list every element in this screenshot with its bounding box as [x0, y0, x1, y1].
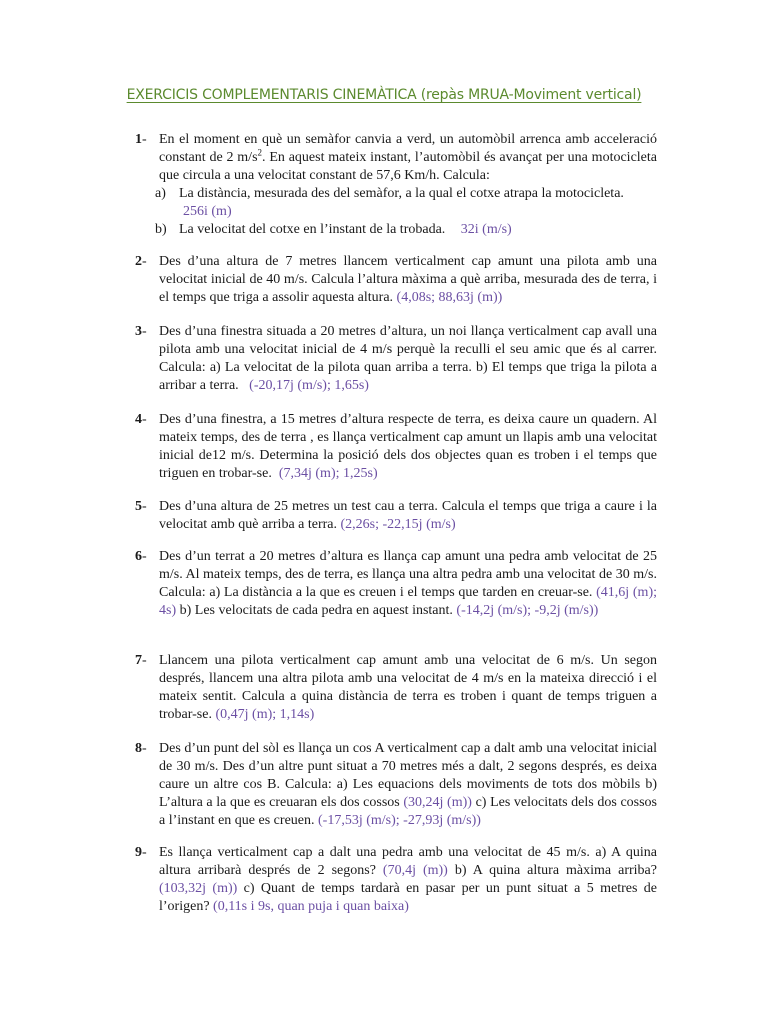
- exercise-text: Des d’una altura de 7 metres llancem verticalment cap amunt una pilota amb una velocitat inicial de 40 m/s. Calcula l’altura màxima a què arriba, mesurada des de terra, i el temps que triga a assolir aquesta altura.: [159, 254, 657, 305]
- answer: 32i (m/s): [460, 222, 512, 237]
- sub-question-b: [155, 221, 657, 239]
- exercise-text: b) A quina altura màxima arriba?: [447, 863, 657, 878]
- exercise-3: 3- Des d’una finestra situada a 20 metres d’altura, un noi llança verticalment cap avall una pilota amb una velocitat inicial de 4 m/s perquè la reculli el seu amic que és al carrer. Calcula: a) La velocitat de la pilota quan arriba a terra. b) El temps que triga la pilota a arribar a terra. (-20,17j (m/s); 1,65s): [135, 324, 657, 393]
- exercise-9: 9- Es llança verticalment cap a dalt una pedra amb una velocitat de 45 m/s. a) A quina altura arribarà després de 2 segons? (70,4j (m)) b) A quina altura màxima arriba? (103,32j (m)) c) Quant de temps tardarà en pasar per un punt situat a 5 metres de l’origen? (0,11s i 9s, quan puja i quan baixa): [135, 845, 657, 914]
- exercise-1: 1- En el moment en què un semàfor canvia a verd, un automòbil arrenca amb acceleració constant de 2 $m/s^2$. En aquest mateix instant, l’automòbil és avançat per una motocicleta que circula a una velocitat constant de 57,6 Km/h. Calcula: a) La distància, mesurada des del semàfor, a la qual el cotxe atrapa la motocicleta. 256i (m) b) La velocitat del cotxe en l’instant de la trobada. 32i (m/s): [135, 132, 657, 237]
- sub-question-text: La distància, mesurada des del semàfor, a la qual el cotxe atrapa la motocicleta.: [179, 186, 624, 201]
- exercise-text: Des d’una finestra, a 15 metres d’altura respecte de terra, es deixa caure un quadern. Al mateix temps, des de terra , es llança verticalment cap amunt un llapis amb una velocitat inicial de12 m/s. Determina la posició dels dos objectes quan es troben i el temps que triguen en trobar-se.: [159, 412, 657, 481]
- sub-question-a: [155, 185, 657, 221]
- answer: (41,6j (m); 4s): [159, 585, 657, 618]
- exercise-text: En el moment en què un semàfor canvia a verd, un automòbil arrenca amb acceleració constant de 2 m/s: [159, 132, 657, 165]
- answer: (103,32j (m)): [159, 881, 238, 896]
- answer: (30,24j (m)): [403, 795, 472, 810]
- exercise-6: 6- Des d’un terrat a 20 metres d’altura es llança cap amunt una pedra amb velocitat de 25 m/s. Al mateix temps, des de terra, es llança una altra pedra amb una velocitat de 30 m/s. Calcula: a) La distància a la que es creuen i el temps que tarden en creuar-se. (41,6j (m); 4s) b) Les velocitats de cada pedra en aquest instant. (-14,2j (m/s); -9,2j (m/s)): [135, 549, 657, 618]
- exercise-7: 7- Llancem una pilota verticalment cap amunt amb una velocitat de 6 m/s. Un segon després, llancem una altra pilota amb una velocitat de 4 m/s en la mateixa direcció i el mateix sentit. Calcula a quina distància de terra es troben i quant de temps triguen a trobar-se. (0,47j (m); 1,14s): [135, 653, 657, 722]
- exercise-text: Des d’una altura de 25 metres un test cau a terra. Calcula el temps que triga a caure i la velocitat amb què arriba a terra.: [159, 499, 657, 532]
- exercise-8: 8- Des d’un punt del sòl es llança un cos A verticalment cap a dalt amb una velocitat inicial de 30 m/s. Des d’un altre punt situat a 70 metres més a dalt, 2 segons després, es deixa caure un altre cos B. Calcula: a) Les equacions dels moviments de tots dos mòbils b) L’altura a la que es creuaran els dos cossos (30,24j (m)) c) Les velocitats dels dos cossos a l’instant en que es creuen. (-17,53j (m/s); -27,93j (m/s)): [135, 741, 657, 828]
- exercise-number: 9: [135, 845, 142, 860]
- exercise-text: . En aquest mateix instant, l’automòbil és avançat per una motocicleta que circula a una velocitat constant de 57,6 Km/h. Calcula:: [159, 150, 657, 183]
- exercise-number: 4: [135, 412, 142, 427]
- exercise-text: c) Les velocitats dels dos cossos a l’instant en que es creuen.: [159, 795, 657, 828]
- superscript: 2: [257, 147, 263, 158]
- answer: (2,26s; -22,15j (m/s): [340, 517, 456, 532]
- exercise-2: 2- Des d’una altura de 7 metres llancem verticalment cap amunt una pilota amb una velocitat inicial de 40 m/s. Calcula l’altura màxima a què arriba, mesurada des de terra, i el temps que triga a assolir aquesta altura. (4,08s; 88,63j (m)): [135, 254, 657, 305]
- exercise-4: 4- Des d’una finestra, a 15 metres d’altura respecte de terra, es deixa caure un quadern. Al mateix temps, des de terra , es llança verticalment cap amunt un llapis amb una velocitat inicial de12 m/s. Determina la posició dels dos objectes quan es troben i el temps que triguen en trobar-se. (7,34j (m); 1,25s): [135, 412, 657, 481]
- exercise-number: 1: [135, 132, 142, 147]
- answer: (-14,2j (m/s); -9,2j (m/s)): [456, 603, 599, 618]
- exercise-text: c) Quant de temps tardarà en pasar per un punt situat a 5 metres de l’origen?: [159, 881, 657, 914]
- sub-question-label: b): [155, 222, 167, 237]
- exercise-text: Llancem una pilota verticalment cap amunt amb una velocitat de 6 m/s. Un segon després, llancem una altra pilota amb una velocitat de 4 m/s en la mateixa direcció i el mateix sentit. Calcula a quina distància de terra es troben i quant de temps triguen a trobar-se.: [159, 653, 657, 722]
- sub-question-label: a): [155, 186, 166, 201]
- exercise-text: Des d’una finestra situada a 20 metres d’altura, un noi llança verticalment cap avall una pilota amb una velocitat inicial de 4 m/s perquè la reculli el seu amic que és al carrer. Calcula: a) La velocitat de la pilota quan arriba a terra. b) El temps que triga la pilota a arribar a terra.: [159, 324, 657, 393]
- answer: 256i (m): [183, 204, 232, 219]
- answer: (0,47j (m); 1,14s): [215, 707, 315, 722]
- exercise-number: 2: [135, 254, 142, 269]
- exercise-number: 5: [135, 499, 142, 514]
- answer: (4,08s; 88,63j (m)): [396, 290, 503, 305]
- exercise-number: 7: [135, 653, 142, 668]
- exercise-text: b) Les velocitats de cada pedra en aquest instant.: [176, 603, 457, 618]
- exercise-text: Des d’un terrat a 20 metres d’altura es llança cap amunt una pedra amb velocitat de 25 m/s. Al mateix temps, des de terra, es llança una altra pedra amb una velocitat de 30 m/s. Calcula: a) La distància a la que es creuen i el temps que tarden en creuar-se.: [159, 549, 657, 600]
- answer: (0,11s i 9s, quan puja i quan baixa): [213, 899, 409, 914]
- answer: (70,4j (m)): [382, 863, 448, 878]
- exercise-text: Des d’un punt del sòl es llança un cos A verticalment cap a dalt amb una velocitat inicial de 30 m/s. Des d’un altre punt situat a 70 metres més a dalt, 2 segons després, es deixa caure un altre cos B. Calcula: a) Les equacions dels moviments de tots dos mòbils b) L’altura a la que es creuaran els dos cossos: [159, 741, 657, 810]
- answer: (7,34j (m); 1,25s): [278, 466, 378, 481]
- answer: (-17,53j (m/s); -27,93j (m/s)): [318, 813, 481, 828]
- exercise-number: 3: [135, 324, 142, 339]
- exercise-5: 5- Des d’una altura de 25 metres un test cau a terra. Calcula el temps que triga a caure i la velocitat amb què arriba a terra. (2,26s; -22,15j (m/s): [135, 499, 657, 532]
- exercise-number: 6: [135, 549, 142, 564]
- page-title: EXERCICIS COMPLEMENTARIS CINEMÀTICA (repàs MRUA-Moviment vertical): [126, 87, 642, 103]
- answer: (-20,17j (m/s); 1,65s): [249, 378, 369, 393]
- sub-question-text: La velocitat del cotxe en l’instant de la trobada.: [179, 222, 446, 237]
- exercise-number: 8: [135, 741, 142, 756]
- exercise-text: Es llança verticalment cap a dalt una pedra amb una velocitat de 45 m/s. a) A quina altura arribarà després de 2 segons?: [159, 845, 657, 878]
